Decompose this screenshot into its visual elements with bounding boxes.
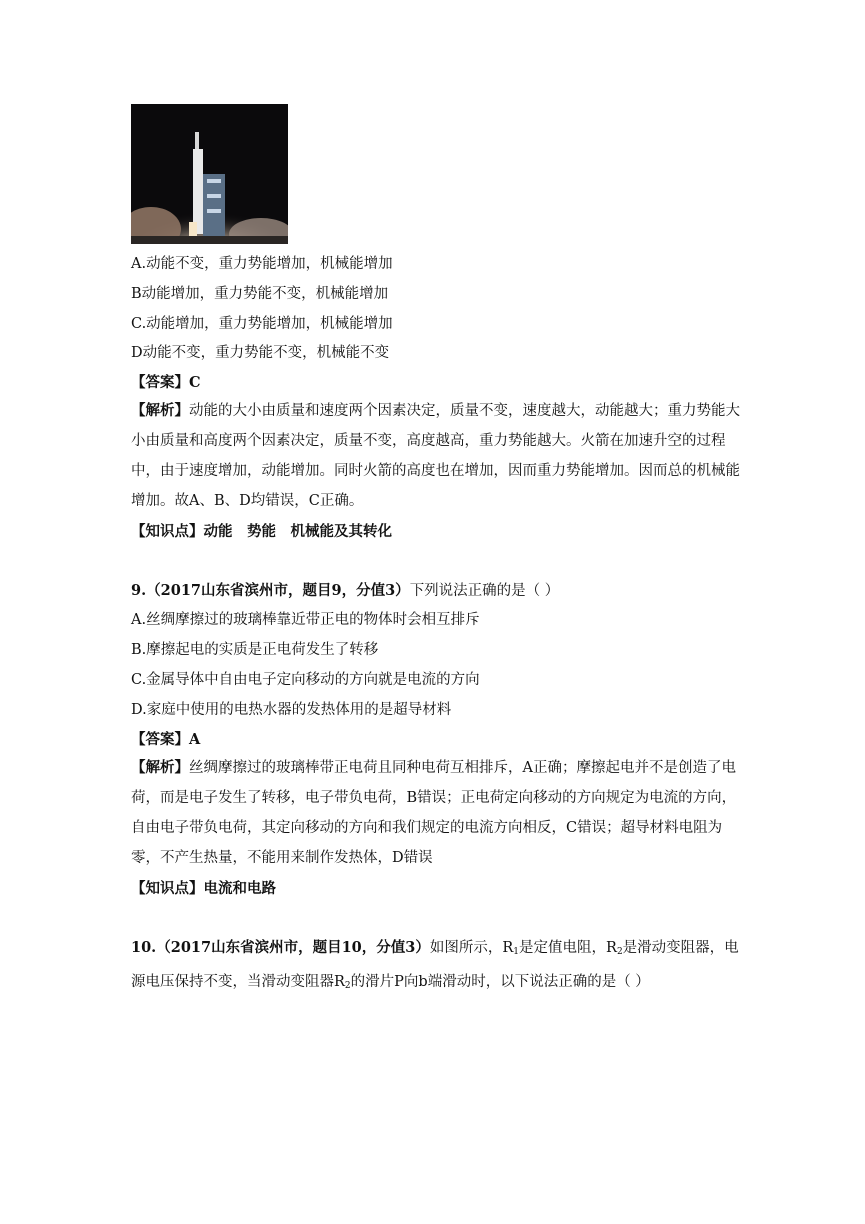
question-source: （2017山东省滨州市，题目9，分值3） — [146, 582, 410, 599]
subscript: 1 — [513, 947, 520, 957]
q9-analysis — [131, 753, 741, 873]
q8-option-d: D动能不变，重力势能不变，机械能不变 — [131, 345, 390, 361]
q8-answer — [131, 373, 201, 393]
q8-knowledge-point — [131, 522, 392, 542]
q9-answer — [131, 730, 200, 750]
q8-option-b: B动能增加，重力势能不变，机械能增加 — [131, 286, 389, 302]
analysis-label: 【解析】 — [131, 759, 189, 776]
subscript: 2 — [616, 947, 623, 957]
q8-option-c: C.动能增加，重力势能增加，机械能增加 — [131, 316, 393, 332]
q9-option-b: B.摩擦起电的实质是正电荷发生了转移 — [131, 642, 379, 658]
question-source: （2017山东省滨州市，题目10，分值3） — [156, 939, 430, 956]
q9-knowledge-point — [131, 879, 276, 899]
answer-label: 【答案】 — [131, 731, 189, 748]
question-number: 10. — [131, 939, 157, 956]
knowledge-label: 【知识点】 — [131, 880, 204, 897]
q8-option-a: A.动能不变，重力势能增加，机械能增加 — [131, 256, 393, 272]
q9-option-a: A.丝绸摩擦过的玻璃棒靠近带正电的物体时会相互排斥 — [131, 612, 480, 628]
question-text-part: 的滑片P向b端滑动时，以下说法正确的是（ ） — [350, 974, 650, 990]
answer-value: A — [189, 731, 201, 748]
q10-stem — [131, 933, 741, 1001]
answer-label: 【答案】 — [131, 374, 189, 391]
knowledge-label: 【知识点】 — [131, 523, 204, 540]
analysis-text: 丝绸摩擦过的玻璃棒带正电荷且同种电荷互相排斥，A正确；摩擦起电并不是创造了电荷，而是电子发生了转移，电子带负电荷，B错误；正电荷定向移动的方向规定为电流的方向，自由电子带负电荷，其定向移动的方向和我们规定的电流方向相反，C错误；超导材料电阻为零，不产生热量，不能用来制作发热体，D错误 — [131, 760, 737, 866]
q8-analysis — [131, 396, 741, 516]
question-text-part: 是滑动变阻器，电源电压保持不变，当滑动变阻器R — [131, 940, 739, 990]
question-text-part: 是定值电阻，R — [519, 940, 617, 956]
rocket-launch-photo — [131, 104, 288, 244]
q9-option-c: C.金属导体中自由电子定向移动的方向就是电流的方向 — [131, 672, 480, 688]
q9-stem — [131, 581, 559, 601]
knowledge-text: 动能 势能 机械能及其转化 — [203, 523, 392, 540]
analysis-label: 【解析】 — [131, 402, 189, 419]
knowledge-text: 电流和电路 — [203, 880, 276, 897]
question-text: 下列说法正确的是（ ） — [409, 583, 560, 599]
question-text-part: 如图所示，R — [429, 940, 514, 956]
answer-value: C — [189, 374, 201, 391]
rocket-illustration — [131, 104, 288, 244]
subscript: 2 — [344, 981, 351, 991]
analysis-text: 动能的大小由质量和速度两个因素决定，质量不变，速度越大，动能越大；重力势能大小由质量和高度两个因素决定，质量不变，高度越高，重力势能越大。火箭在加速升空的过程中，由于速度增加，动能增加。同时火箭的高度也在增加，因而重力势能增加。因而总的机械能增加。故A、B、D均错误，C正确。 — [131, 403, 740, 509]
question-number: 9. — [131, 582, 147, 599]
q9-option-d: D.家庭中使用的电热水器的发热体用的是超导材料 — [131, 702, 452, 718]
